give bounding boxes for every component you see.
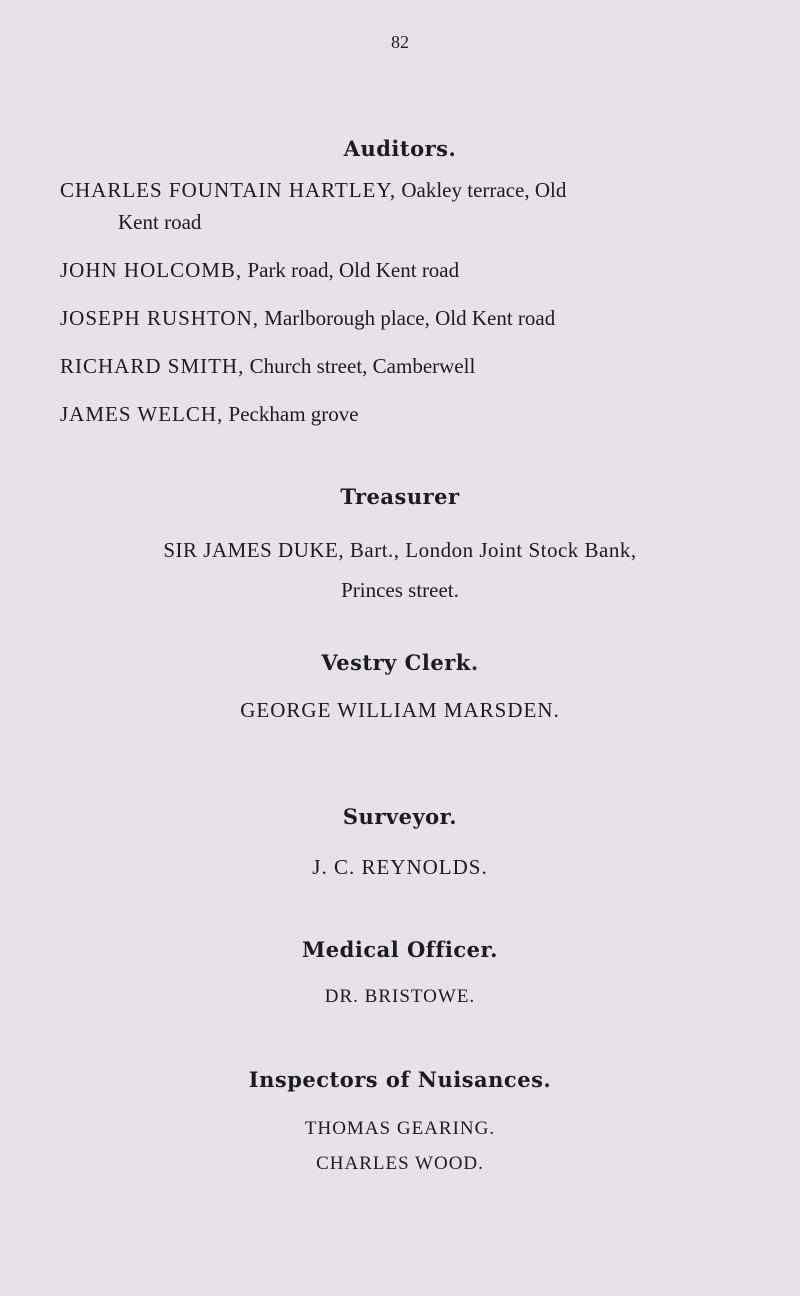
treasurer-address: Princes street.	[341, 578, 459, 602]
medical-officer-heading: Medical Officer.	[302, 937, 498, 962]
page-number: 82	[391, 32, 409, 52]
auditor-address: Park road, Old Kent road	[242, 258, 460, 282]
inspectors-heading: Inspectors of Nuisances.	[248, 1067, 552, 1092]
surveyor-name: J. C. REYNOLDS.	[312, 855, 488, 879]
medical-officer-name: DR. BRISTOWE.	[324, 986, 476, 1007]
auditor-entry	[60, 350, 750, 382]
auditor-entry	[60, 254, 750, 286]
auditor-name: JAMES WELCH,	[60, 402, 224, 426]
vestry-clerk-heading: Vestry Clerk.	[321, 650, 479, 675]
auditor-address: Peckham grove	[223, 402, 359, 426]
auditor-name: RICHARD SMITH,	[60, 354, 245, 378]
auditor-address: Marlborough place, Old Kent road	[259, 306, 556, 330]
auditor-entry	[60, 398, 750, 430]
auditor-entry	[60, 302, 750, 334]
auditor-name: CHARLES FOUNTAIN HARTLEY,	[60, 178, 397, 202]
treasurer-line: SIR JAMES DUKE, Bart., London Joint Stock Bank,	[163, 538, 637, 562]
vestry-clerk-name: GEORGE WILLIAM MARSDEN.	[240, 698, 560, 722]
treasurer-heading: Treasurer	[340, 484, 460, 509]
auditor-address-continuation: Kent road	[118, 210, 202, 234]
auditor-name: JOHN HOLCOMB,	[60, 258, 243, 282]
inspector-name: THOMAS GEARING.	[304, 1118, 496, 1139]
surveyor-heading: Surveyor.	[342, 804, 458, 829]
auditor-entry	[60, 174, 750, 238]
auditors-heading: Auditors.	[343, 136, 457, 161]
auditor-name: JOSEPH RUSHTON,	[60, 306, 259, 330]
inspector-name: CHARLES WOOD.	[316, 1153, 484, 1174]
auditor-address: Church street, Camberwell	[244, 354, 476, 378]
auditor-address: Oakley terrace, Old	[396, 178, 567, 202]
